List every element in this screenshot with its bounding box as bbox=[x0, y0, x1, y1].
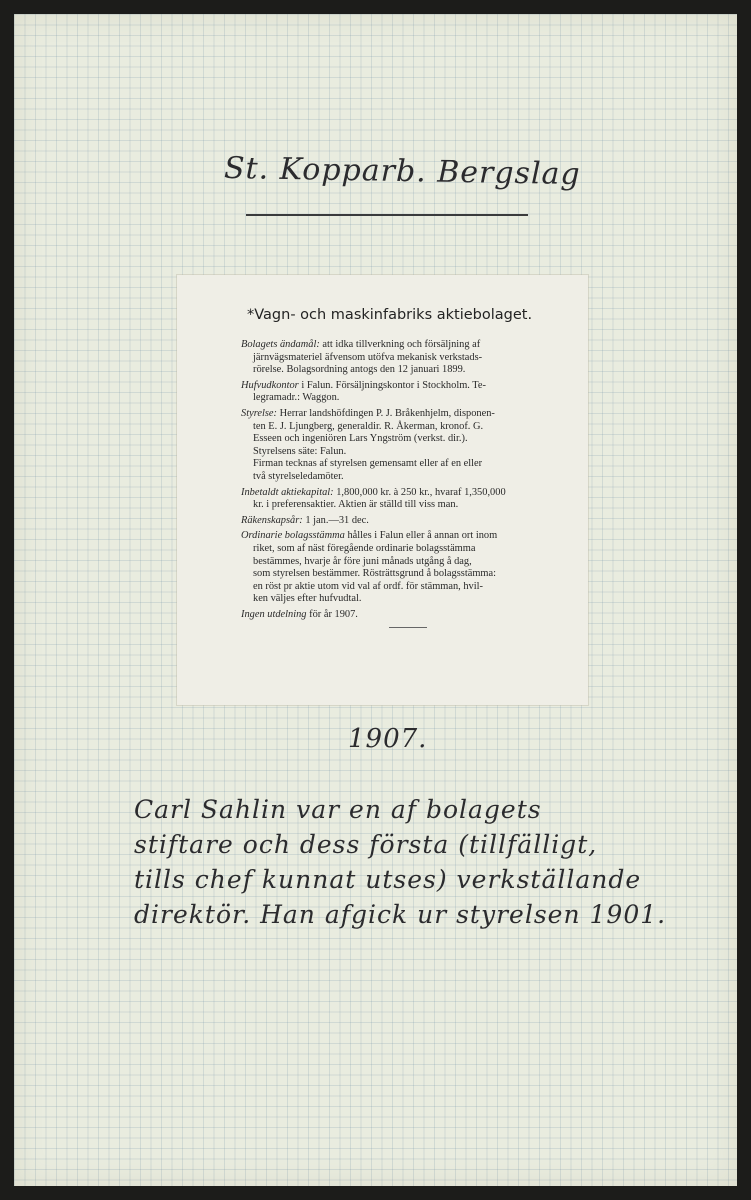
clipping-entry-text: att idka tillverkning och försäljning af bbox=[322, 339, 481, 350]
clipping-entry-text: järnvägsmateriel äfvensom utöfva mekanisk verkstads- bbox=[253, 351, 483, 363]
clipping-entry-text: 1,800,000 kr. à 250 kr., hvaraf 1,350,000 bbox=[336, 486, 506, 498]
clipping-line bbox=[241, 487, 585, 500]
clipping-line bbox=[241, 581, 585, 594]
clipping-entry-text: som styrelsen bestämmer. Rösträttsgrund å bolagsstämma: bbox=[253, 568, 496, 580]
clipping-line bbox=[241, 458, 585, 471]
handwritten-heading: St. Kopparb. Bergslag bbox=[223, 150, 581, 193]
clipping-entry bbox=[241, 609, 585, 622]
newspaper-clipping bbox=[177, 275, 588, 705]
clipping-entry bbox=[241, 380, 585, 405]
clipping-line bbox=[241, 499, 585, 512]
clipping-line bbox=[241, 408, 585, 421]
handwritten-note-line: stiftare och dess första (tillfälligt, bbox=[134, 830, 598, 859]
clipping-entry-label: Ordinarie bolagsstämma bbox=[241, 530, 345, 542]
clipping-entry bbox=[241, 530, 585, 606]
clipping-separator bbox=[389, 627, 427, 628]
clipping-entry-text: Firman tecknas af styrelsen gemensamt eller af en eller bbox=[253, 458, 483, 470]
clipping-entry bbox=[241, 487, 585, 512]
handwritten-year: 1907. bbox=[348, 724, 428, 754]
paper-sheet bbox=[14, 14, 737, 1186]
clipping-line bbox=[241, 364, 585, 377]
clipping-line bbox=[241, 392, 585, 405]
clipping-entry bbox=[241, 515, 585, 528]
clipping-body bbox=[241, 339, 585, 624]
clipping-entry-label: Bolagets ändamål: bbox=[241, 339, 320, 350]
clipping-entry-text: hålles i Falun eller å annan ort inom bbox=[347, 530, 498, 542]
clipping-line bbox=[241, 380, 585, 393]
clipping-entry-label: Inbetaldt aktiekapital: bbox=[241, 486, 334, 498]
clipping-entry-text: Esseen och ingeniören Lars Yngström (verkst. dir.). bbox=[253, 433, 468, 445]
clipping-title: *Vagn- och maskinfabriks aktiebolaget. bbox=[247, 307, 533, 323]
clipping-entry-text: Herrar landshöfdingen P. J. Bråkenhjelm, disponen- bbox=[279, 407, 495, 419]
clipping-line bbox=[241, 568, 585, 581]
clipping-entry-text: ten E. J. Ljungberg, generaldir. R. Åkerman, kronof. G. bbox=[253, 420, 484, 432]
clipping-entry-text: bestämmes, hvarje år före juni månads utgång å dag, bbox=[253, 555, 472, 567]
clipping-entry-text: 1 jan.—31 dec. bbox=[305, 514, 369, 526]
clipping-entry-label: Räkenskapsår: bbox=[241, 514, 303, 526]
clipping-entry-text: legramadr.: Waggon. bbox=[253, 392, 340, 404]
clipping-entry-text: rörelse. Bolagsordning antogs den 12 januari 1899. bbox=[253, 364, 466, 376]
handwritten-note bbox=[134, 792, 666, 932]
clipping-line bbox=[241, 556, 585, 569]
clipping-entry bbox=[241, 339, 585, 377]
clipping-line bbox=[241, 421, 585, 434]
handwritten-note-line: tills chef kunnat utses) verkställande bbox=[134, 865, 642, 894]
clipping-entry-text: riket, som af näst föregående ordinarie bolagsstämma bbox=[253, 542, 476, 554]
clipping-line bbox=[241, 471, 585, 484]
clipping-line bbox=[241, 339, 585, 352]
clipping-entry-text: ken väljes efter hufvudtal. bbox=[253, 593, 362, 605]
clipping-line bbox=[241, 543, 585, 556]
handwritten-note-line: Carl Sahlin var en af bolagets bbox=[134, 795, 542, 824]
clipping-entry-text: en röst pr aktie utom vid val af ordf. för stämman, hvil- bbox=[253, 580, 483, 592]
heading-underline bbox=[246, 214, 528, 216]
clipping-line bbox=[241, 609, 585, 622]
clipping-entry-text: Styrelsens säte: Falun. bbox=[253, 445, 347, 457]
clipping-entry-label: Hufvudkontor bbox=[241, 379, 299, 391]
clipping-entry bbox=[241, 408, 585, 484]
handwritten-note-line: direktör. Han afgick ur styrelsen 1901. bbox=[134, 900, 667, 929]
clipping-line bbox=[241, 352, 585, 365]
clipping-line bbox=[241, 446, 585, 459]
clipping-line bbox=[241, 593, 585, 606]
clipping-entry-text: två styrelseledamöter. bbox=[253, 470, 344, 482]
clipping-entry-text: i Falun. Försäljningskontor i Stockholm. Te- bbox=[301, 379, 486, 391]
clipping-entry-text: för år 1907. bbox=[309, 608, 358, 620]
clipping-entry-text: kr. i preferensaktier. Aktien är ställd till viss man. bbox=[253, 499, 459, 511]
clipping-line bbox=[241, 530, 585, 543]
clipping-line bbox=[241, 515, 585, 528]
clipping-entry-label: Styrelse: bbox=[241, 407, 277, 419]
clipping-entry-label: Ingen utdelning bbox=[241, 608, 307, 620]
clipping-line bbox=[241, 433, 585, 446]
